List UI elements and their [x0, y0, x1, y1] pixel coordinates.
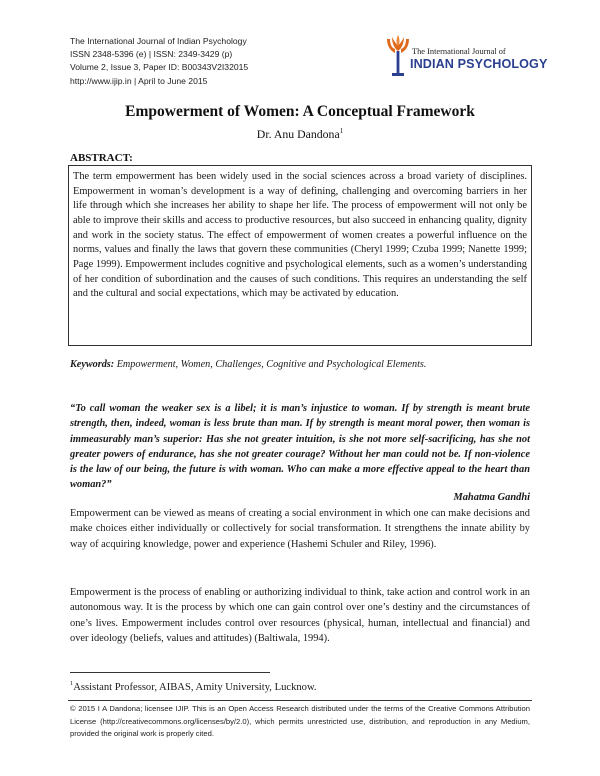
- quote-attribution: Mahatma Gandhi: [453, 492, 530, 503]
- abstract-label: ABSTRACT:: [70, 152, 133, 164]
- author-footnote-mark: 1: [339, 127, 344, 135]
- license-text: © 2015 I A Dandona; licensee IJIP. This is an Open Access Research distributed under the terms of the Creative Commons Attribution License (http://creativecommons.org/licenses/by/2.0), which permits unrestricted use, distribution, and reproduction in any Medium, provided the original work is properly cited.: [70, 704, 530, 739]
- license-divider: [68, 700, 532, 701]
- author-name: Dr. Anu Dandona: [256, 127, 340, 141]
- footnote-mark: 1: [70, 680, 74, 687]
- article-author: [0, 127, 600, 142]
- lotus-logo-icon: [384, 35, 412, 77]
- body-paragraph-1: Empowerment can be viewed as means of creating a social environment in which one can make decisions and make choices either individually or collectively for social transformation. It strengthens the innate ability by way of acquiring knowledge, power and experience (Hashemi Schuler and Riley, 1996).: [70, 508, 530, 550]
- journal-name: The International Journal of Indian Psychology: [70, 36, 247, 46]
- website-date-line: http://www.ijip.in | April to June 2015: [70, 75, 208, 86]
- abstract-box: [68, 165, 532, 346]
- body-paragraph-2: Empowerment is the process of enabling or authorizing individual to think, take action and control work in an autonomous way. It is the process by which one can gain control over one’s destiny and the circumstances of one’s lives. Empowerment includes control over resources (physical, human, intellectual and financial) and over ideology (beliefs, values and attitudes) (Baltiwala, 1994).: [70, 587, 530, 644]
- journal-header: [70, 35, 248, 88]
- issn-line: ISSN 2348-5396 (e) | ISSN: 2349-3429 (p): [70, 49, 233, 60]
- journal-logo: [384, 33, 548, 81]
- footnote-text: Assistant Professor, AIBAS, Amity University, Lucknow.: [73, 682, 317, 693]
- keywords-text: Empowerment, Women, Challenges, Cognitive and Psychological Elements.: [114, 359, 427, 370]
- abstract-text: The term empowerment has been widely used in the social sciences across a broad variety of disciplines. Empowerment in woman’s development is a way of defining, challenging and overcoming barriers in her life through which she increases her ability to shape her life. The process of empowerment will not only be able to improve their skills and access to productive resources, but also succeed in enhancing quality, dignity and work in the society status. The effect of empowerment of women creates a powerful influence on the norms, values and finally the laws that govern these communities (Cheryl 1999; Czuba 1999; Nanette 1999; Page 1999). Empowerment includes cognitive and psychological elements, such as a women’s understanding of her condition of subordination and the causes of such conditions. This requires an understanding the self and the cultural and social expectations, which may be activated by education.: [73, 171, 527, 300]
- article-title: Empowerment of Women: A Conceptual Framework: [125, 103, 475, 120]
- keywords-label: Keywords:: [70, 359, 115, 370]
- logo-line-1: The International Journal of: [412, 47, 506, 56]
- footnote-divider: [70, 672, 270, 673]
- keywords-line: [70, 359, 426, 370]
- logo-line-2: INDIAN PSYCHOLOGY: [410, 57, 548, 71]
- footnote: [70, 680, 317, 693]
- gandhi-quote: “To call woman the weaker sex is a libel; it is man’s injustice to woman. If by strength is meant brute strength, then, indeed, woman is less brute than man. If by strength is meant moral power, then woman is immeasurably man’s superior: Has she not greater intuition, is she not more self-sacrificing, has she not greater powers of endurance, has she not greater courage? Without her man could not be. If non-violence is the law of our being, the future is with woman. Who can make a more effective appeal to the heart than woman?”: [70, 403, 530, 491]
- volume-line: Volume 2, Issue 3, Paper ID: B00343V2I32015: [70, 62, 249, 73]
